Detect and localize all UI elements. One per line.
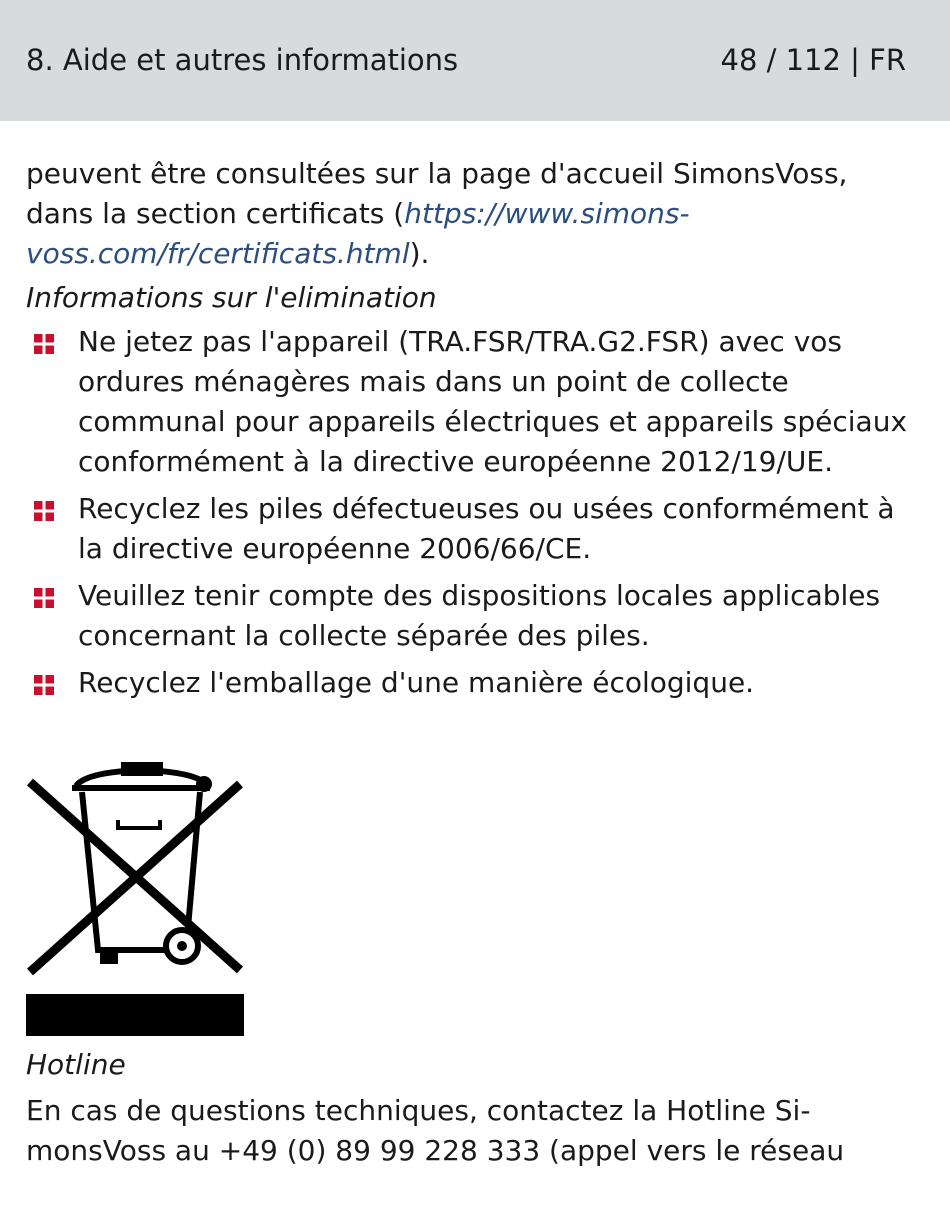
intro-paragraph [26, 154, 916, 274]
hotline-heading: Hotline [26, 1048, 126, 1081]
list-item-text: Ne jetez pas l'appareil (TRA.FSR/TRA.G2.FSR) avec vos ordures ménagères mais dans un point de collecte communal pour appareils électriques et appareils spéciaux conformément à la directive européenne 2012/19/UE. [78, 325, 908, 478]
page-header [0, 0, 950, 121]
intro-text-end: ). [409, 237, 430, 270]
list-item-text: Veuillez tenir compte des dispositions locales applicables concernant la collecte séparée des piles. [78, 579, 881, 652]
page-indicator: 48 / 112 | FR [720, 43, 906, 77]
hotline-section [26, 1045, 916, 1171]
bullet-icon [34, 334, 54, 354]
list-item-text: Recyclez l'emballage d'une manière écologique. [78, 666, 755, 699]
bullet-icon [34, 501, 54, 521]
bullet-icon [34, 588, 54, 608]
list-item-text: Recyclez les piles défectueuses ou usées conformément à la directive européenne 2006/66/CE. [78, 492, 895, 565]
hotline-text: En cas de questions techniques, contactez la Hotline Si-monsVoss au +49 (0) 89 99 228 333 (appel vers le réseau [26, 1094, 845, 1167]
disposal-heading: Informations sur l'elimination [26, 281, 437, 314]
list-item [26, 489, 916, 569]
disposal-list [26, 322, 916, 703]
main-content [26, 154, 916, 710]
certificates-link[interactable]: https://www.simons-voss.com/fr/certificats.html [26, 197, 690, 270]
intro-text: peuvent être consultées sur la page d'accueil SimonsVoss, dans la section certificats ( [26, 157, 848, 230]
list-item [26, 663, 916, 703]
list-item [26, 576, 916, 656]
crossed-out-wheelie-bin-icon [26, 758, 244, 1038]
bullet-icon [34, 675, 54, 695]
section-title: 8. Aide et autres informations [26, 43, 459, 77]
list-item [26, 322, 916, 482]
